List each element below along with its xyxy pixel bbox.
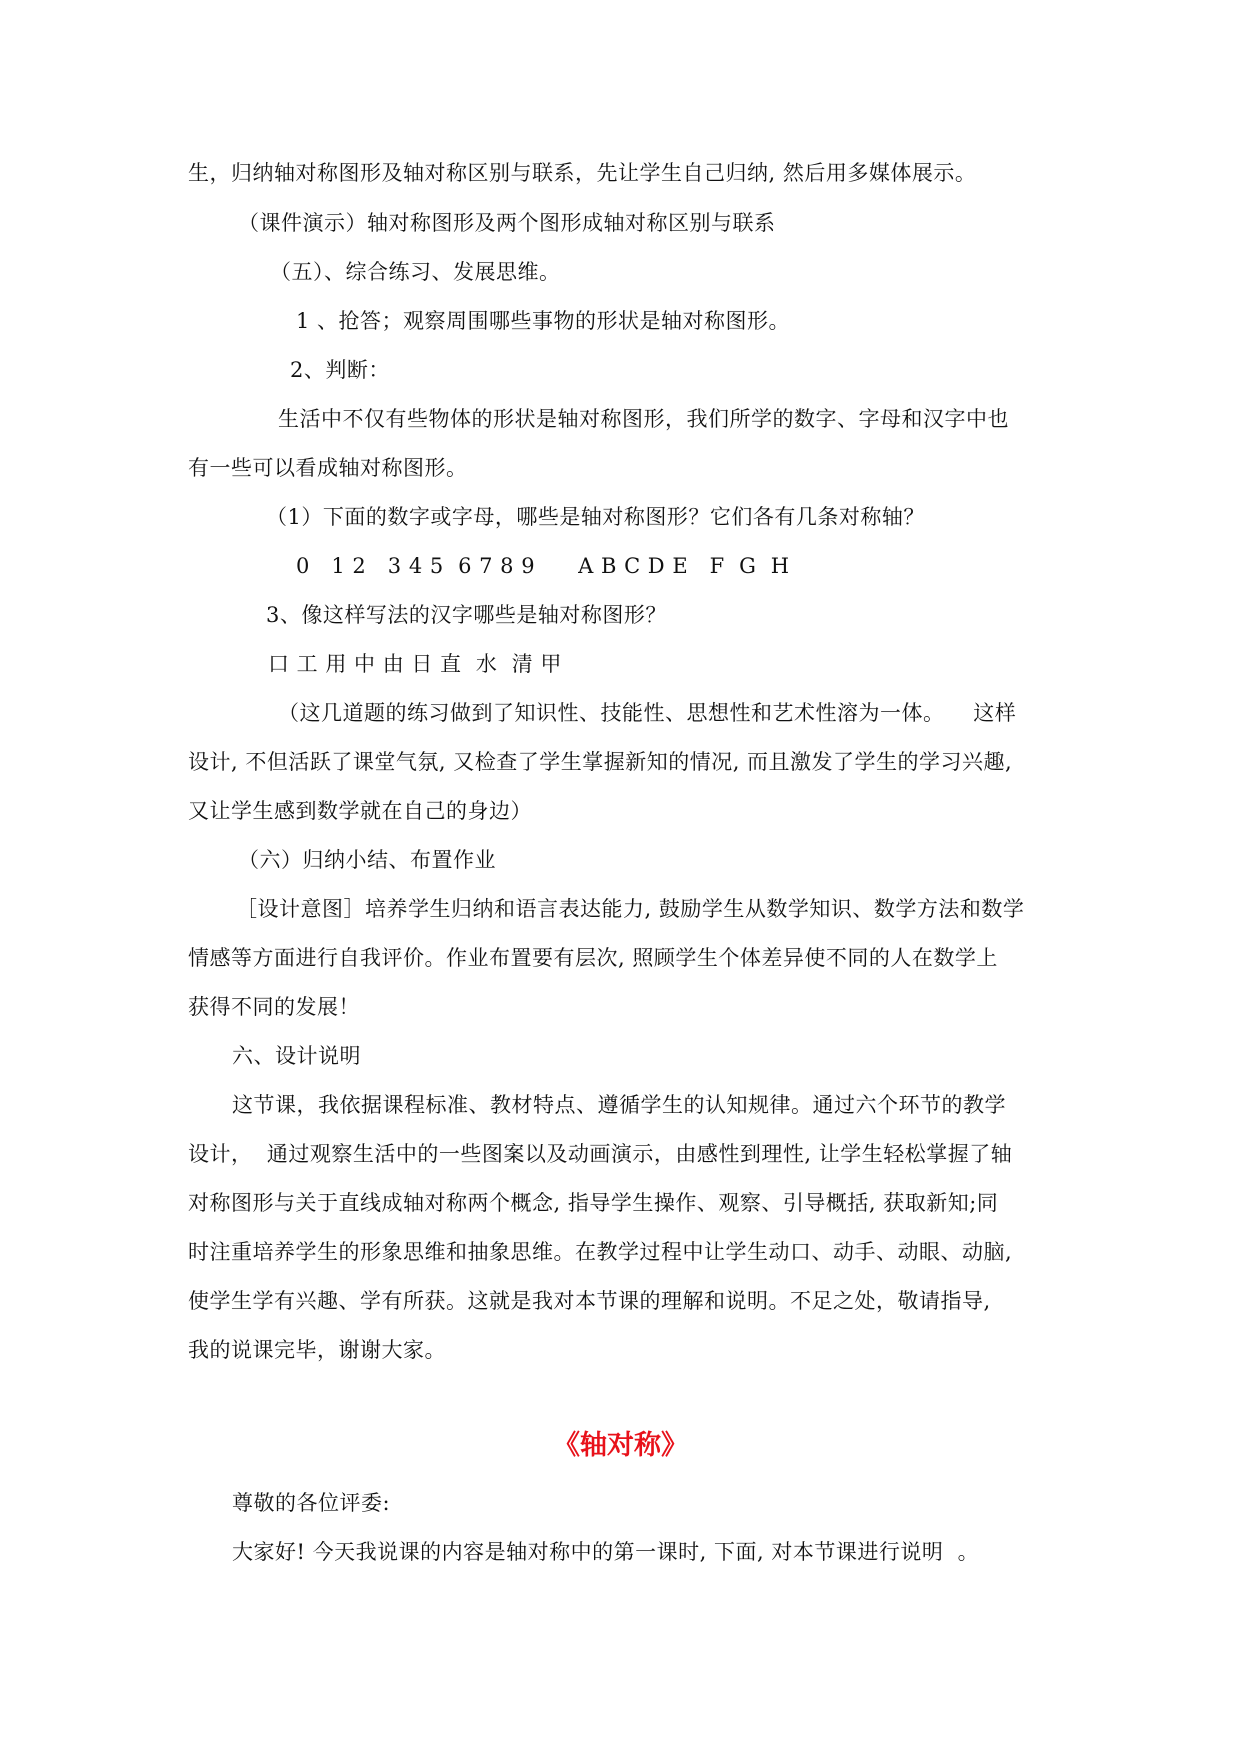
text-line: 获得不同的发展！ <box>188 995 360 1019</box>
text-line: 对称图形与关于直线成轴对称两个概念, 指导学生操作、观察、引导概括, 获取新知;同 <box>188 1191 999 1215</box>
text-line: 时注重培养学生的形象思维和抽象思维。在教学过程中让学生动口、动手、动眼、动脑, <box>188 1240 1013 1264</box>
text-line: 有一些可以看成轴对称图形。 <box>188 456 468 480</box>
text-line: 使学生学有兴趣、学有所获。这就是我对本节课的理解和说明。不足之处，敬请指导, <box>188 1289 991 1313</box>
text-line: 情感等方面进行自我评价。作业布置要有层次, 照顾学生个体差异使不同的人在数学上 <box>188 946 998 970</box>
text-line: 口 工 用 中 由 日 直 水 清 甲 <box>268 652 562 676</box>
text-line: 3、像这样写法的汉字哪些是轴对称图形？ <box>266 603 667 627</box>
section-title: 《轴对称》 <box>553 1430 688 1461</box>
text-line: （1）下面的数字或字母，哪些是轴对称图形？它们各有几条对称轴？ <box>266 505 925 529</box>
text-line: 这节课，我依据课程标准、教材特点、遵循学生的认知规律。通过六个环节的教学 <box>232 1093 1006 1117</box>
text-line: （这几道题的练习做到了知识性、技能性、思想性和艺术性溶为一体。 这样 <box>278 701 1017 725</box>
text-line: 又让学生感到数学就在自己的身边） <box>188 799 532 823</box>
text-line: 设计， 通过观察生活中的一些图案以及动画演示，由感性到理性, 让学生轻松掌握了轴 <box>188 1142 1013 1166</box>
text-line: （课件演示）轴对称图形及两个图形成轴对称区别与联系 <box>238 211 776 235</box>
text-line: 我的说课完毕，谢谢大家。 <box>188 1338 446 1362</box>
text-line: （六）归纳小结、布置作业 <box>238 848 496 872</box>
intro-line: 大家好! 今天我说课的内容是轴对称中的第一课时, 下面, 对本节课进行说明 。 <box>232 1540 980 1564</box>
text-line: 六、设计说明 <box>232 1044 361 1068</box>
text-line: ［设计意图］培养学生归纳和语言表达能力, 鼓励学生从数学知识、数学方法和数学 <box>236 897 1025 921</box>
text-line: 生，归纳轴对称图形及轴对称区别与联系，先让学生自己归纳, 然后用多媒体展示。 <box>188 161 977 185</box>
text-line: 设计, 不但活跃了课堂气氛, 又检查了学生掌握新知的情况, 而且激发了学生的学习兴趣, <box>188 750 1013 774</box>
text-line: 生活中不仅有些物体的形状是轴对称图形，我们所学的数字、字母和汉字中也 <box>278 407 1009 431</box>
text-line: 1 、抢答；观察周围哪些事物的形状是轴对称图形。 <box>296 309 791 333</box>
text-line: 2、判断： <box>290 358 390 382</box>
text-line: 0 1 2 3 4 5 6 7 8 9 A B C D E F G H <box>296 554 790 578</box>
text-line: （五）、综合练习、发展思维。 <box>270 260 561 284</box>
greeting-line: 尊敬的各位评委: <box>232 1491 391 1515</box>
